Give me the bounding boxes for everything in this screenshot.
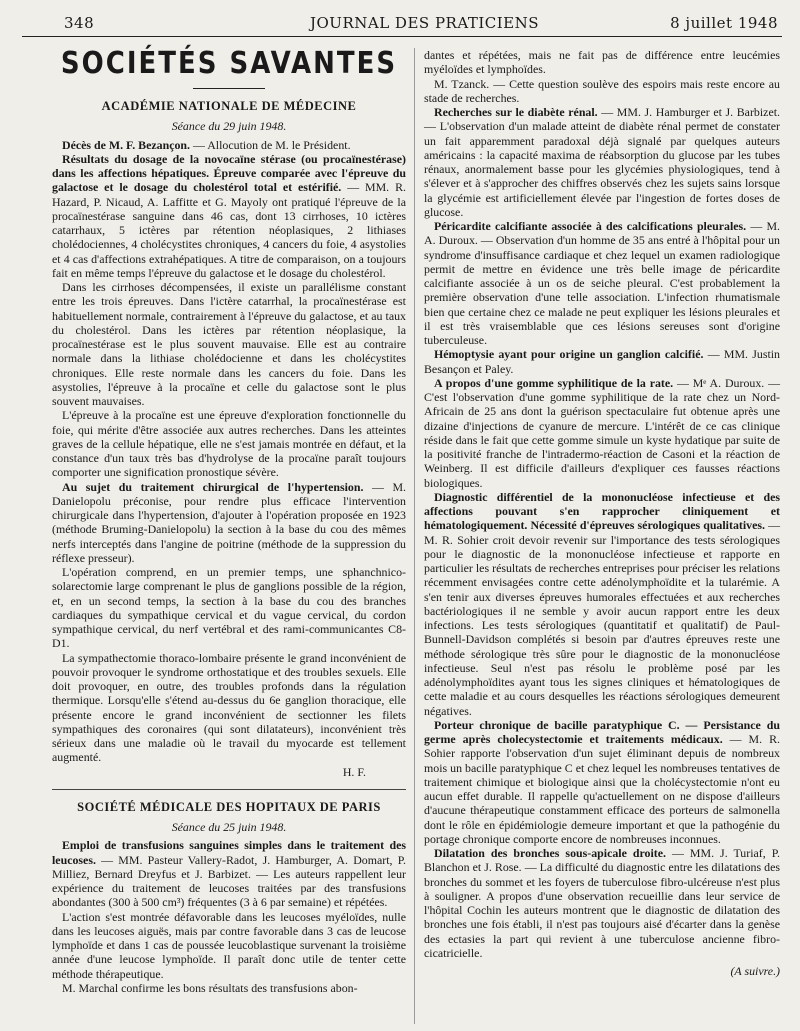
section-rule: [52, 789, 406, 790]
paragraph-dilatation: [424, 846, 780, 960]
paragraph-pericardite: [424, 219, 780, 347]
to-be-continued-text: (A suivre.): [730, 964, 780, 978]
article-title: A propos d'une gomme syphilitique de la rate.: [434, 375, 674, 390]
journal-title: JOURNAL DES PRATICIENS: [310, 14, 540, 32]
paragraph-transfusions: [52, 838, 406, 909]
article-text: — M. Danielopolu préconise, pour rendre plus efficace l'intervention chirurgicale dans l'hypertension, d'ajouter à l'opération proposée en 1923 (méthode Bruming-Danielopolu) la section à la base du cou des mêmes nerfs interceptés dans l'angine de poitrine (méthode de la suppression du réflexe presseur).: [52, 479, 406, 565]
paragraph-deces: [52, 138, 406, 152]
right-column: [424, 48, 780, 978]
paragraph-porteur: [424, 718, 780, 846]
article-text: — Allocution de M. le Président.: [190, 137, 351, 152]
paragraph-continued: dantes et répétées, mais ne fait pas de différence entre leucémies myéloïdes et lymphoïdes.: [424, 48, 780, 77]
paragraph-hypertension: [52, 480, 406, 566]
running-header: [22, 10, 782, 37]
article-title: Emploi de transfusions sanguines simples dans le traitement des leucoses.: [52, 838, 406, 867]
article-title: Recherches sur le diabète rénal.: [434, 105, 598, 119]
article-title: Péricardite calcifiante associée à des calcifications pleurales.: [434, 219, 747, 233]
signature: H. F.: [342, 764, 366, 779]
article-title: Résultats du dosage de la novocaïne stérase (ou procaïnestérase) dans les affections hépatiques. Épreuve comparée avec l'épreuve du galactose et le dosage du cholestérol total et estérifié.: [52, 151, 406, 195]
paragraph-hemoptysie: [424, 347, 780, 376]
paragraph-gomme: [424, 376, 780, 490]
page-number: 348: [64, 14, 95, 32]
issue-date: 8 juillet 1948: [670, 14, 778, 32]
paragraph: Dans les cirrhoses décompensées, il existe un parallélisme constant entre les trois épreuves. Dans l'ictère catarrhal, la procaïnestérase est habituellement normale, contrairement à l'épreuve du galactose, et au taux du cholestérol. Dans les ictères par rétention néoplasique, la procaïnestérase est le plus souvent mauvaise. Elle est au contraire normale dans la lithiase cholédocienne et dans les cholécystites chroniques. Elle reste normale dans les cancers du foie. Dans les asystolies, l'épreuve à la procaïne et celle du galactose sont le plus souvent mauvaises.: [52, 280, 406, 408]
paragraph: La sympathectomie thoraco-lombaire présente le grand inconvénient de pouvoir provoquer le syndrome orthostatique et des troubles sexuels. Elle doit provoquer, en outre, des troubles profonds dans la régulation thermique. Lorsqu'elle s'étend au-dessus du 6e ganglion thoracique, elle présente encore le grand inconvénient de sectionner les filets sympathiques des coronaires (qui sont dilatateurs), inconvénient très sérieux dans une maladie où le travail du myocarde est tellement augmenté.: [52, 650, 406, 765]
paragraph: L'épreuve à la procaïne est une épreuve d'exploration fonctionnelle du foie, qui mérite d'être associée aux autres recherches. Dans les atteintes graves de la cellule hépatique, elle ne s'est jamais montrée en défaut, et la constance d'un taux très bas d'hydrolyse de la procaïne paraît toujours comporter une signification pronostique sévère.: [52, 408, 406, 480]
to-be-continued: [424, 964, 780, 978]
article-text: — MM. J. Hamburger et J. Barbizet. — L'observation d'un malade atteint de diabète rénal permet de constater un fait apparemment paradoxal déjà signalé par quelques auteurs américains : la capacité maxima de réabsorption du glucose par les tubes rénaux, anormalement basse pour les glycémies physiologiques, tend à s'élever et à s'approcher des chiffres observés chez les sujets sains lorsque la glycémie est artificiellement élevée par l'ingestion de fortes doses de glucose.: [424, 105, 780, 219]
article-text: — MM. Justin Besançon et Paley.: [424, 347, 780, 376]
paragraph: M. Marchal confirme les bons résultats des transfusions abon-: [62, 980, 358, 995]
article-text: — M. R. Sohier rapporte l'observation d'un sujet éliminant depuis de nombreux mois un bacille paratyphique C et chez lequel les nombreuses tentatives de traitement chimique et biologique ainsi que la cholécystectomie n'ont eu aucun effet durable. Il rappelle qu'actuellement on ne dispose d'ailleurs d'aucune thérapeutique constamment efficace des porteurs de salmonella dont le rôle en épidémiologie demeure important et que la pathogénie du portage chronique comporte encore de nombreuses inconnues.: [424, 732, 780, 846]
article-title: Diagnostic différentiel de la mononucléose infectieuse et des affections pouvant s'en rapprocher cliniquement et hématologiquement. Nécessité d'épreuves sérologiques qualitatives.: [424, 489, 780, 533]
article-title: Au sujet du traitement chirurgical de l'hypertension.: [62, 479, 364, 494]
paragraph: L'opération comprend, en un premier temps, une sphanchnico-solarectomie large comprenant le plus de ganglions possible de la région, et, en un second temps, la section à la base du cou des branches cardiaques du sympathique cervical et du vague cervical, du cordon sympathique cervical, du nerf vertébral et des rami-communicantes C8-D1.: [52, 565, 406, 651]
article-title: Porteur chronique de bacille paratyphique C. — Persistance du germe après cholecystectomie et traitements médicaux.: [424, 717, 780, 746]
article-text: — M. R. Sohier croit devoir revenir sur l'importance des tests sérologiques pour le diagnostic de la mononucléose infectieuse et rapporte en particulier les résultats de recherches entreprises pour préciser les relations récemment envisagées contre cette adénolymphoïdite et la tularémie. A s'en tenir aux diverses épreuves humorales effectuées et aux recherches bactériologiques il ne semble y avoir aucun rapport entre les deux infections. Les tests sérologiques (quantitatif et qualitatif) de Paul-Bunnell-Davidson complétés si besoin par d'autres épreuves reste une méthode sérologique très sûre pour le diagnostic de la mononucléose infectieuse. Seul n'est pas résolu le problème posé par les adénolymphoïdites ayant tous les signes cliniques et hématologiques de cette maladie et au cours desquelles les réactions sérologiques demeurent négatives.: [424, 518, 780, 718]
article-title: Décès de M. F. Bezançon.: [62, 137, 191, 152]
article-text: — MM. J. Turiaf, P. Blanchon et J. Rose. — La difficulté du diagnostic entre les dilatations des bronches du sommet et les foyers de tuberculose fibro-ulcéreuse n'est plus à souligner. A propos d'une observation recueillie dans leur service de l'hôpital Cochin les auteurs montrent que le diagnostic de dilatation des bronches une fois établi, il n'est pas toujours aisé d'écarter dans la genèse des ectasies la part qui revient à une tuberculose ancienne fibro-cicatricielle.: [424, 846, 780, 960]
article-title: Hémoptysie ayant pour origine un ganglion calcifié.: [434, 347, 704, 362]
paragraph-diagnostic: [424, 490, 780, 718]
session-date: Séance du 25 juin 1948.: [171, 820, 287, 834]
article-title: Dilatation des bronches sous-apicale droite.: [434, 846, 667, 860]
section-title: SOCIÉTÉS SAVANTES: [60, 46, 398, 82]
paragraph-diabete: [424, 105, 780, 219]
paragraph: L'action s'est montrée défavorable dans les leucoses myéloïdes, nulle dans les leucoses aiguës, mais par contre favorable dans 3 cas de leucose lymphoïde et dans 1 cas de poussée leucoblastique survenant la troisième année d'une leucose lymphoïde. Il paraît donc utile de tenter cette méthode thérapeutique.: [52, 909, 406, 981]
left-column: [52, 48, 406, 995]
article-text: — MM. Pasteur Vallery-Radot, J. Hamburger, A. Domart, P. Milliez, Bernard Dreyfus et J. Barbizet. — Les auteurs rappellent leur expérience du traitement de leucoses traitées par des transfusions abondantes (300 à 500 cm³) fréquentes (3 à 6 par semaine) et répétées.: [52, 852, 406, 910]
article-text: — MM. R. Hazard, P. Nicaud, A. Laffitte et G. Mayoly ont pratiqué l'épreuve de la procaïnestérase sanguine dans 46 cas, dont 13 cirrhoses, 10 ictères catarrhaux, 5 ictères par rétention néoplasiques, 2 lithiases cholédociennes, 4 cholécystites chroniques, 4 cancers du foie, 4 asystolies et 4 cas d'affections extrahépatiques. A titre de comparaison, on a toujours fait en même temps l'épreuve du galactose et le dosage du cholestérol.: [52, 180, 406, 280]
title-rule: [193, 88, 265, 89]
session-date: Séance du 29 juin 1948.: [171, 119, 287, 134]
article-text: — Mᵉ A. Duroux. — C'est l'observation d'une gomme syphilitique de la rate chez un Nord-Africain de 25 ans dont la guérison spectaculaire fut obtenue après une dizaine d'injections de cyanure de mercure. L'intérêt de ce cas clinique réside dans le fait que cette gomme simule un kyste hydatique par suite de la positivité franche de l'intradermo-réaction de Casoni et la réaction de Weinberg. Il est difficile d'ailleurs d'expliquer ces fausses réactions biologiques.: [424, 375, 780, 490]
paragraph: M. Tzanck. — Cette question soulève des espoirs mais reste encore au stade de recherches.: [424, 76, 780, 105]
society-heading-hopitaux: SOCIÉTÉ MÉDICALE DES HOPITAUX DE PARIS: [77, 799, 381, 814]
society-heading-academie: ACADÉMIE NATIONALE DE MÉDECINE: [101, 99, 357, 113]
column-divider: [414, 48, 415, 1024]
article-text: — M. A. Duroux. — Observation d'un homme de 35 ans entré à l'hôpital pour un syndrome d'insuffisance cardiaque et chez lequel un examen radiologique permit de mettre en évidence une très belle image de péricardite calcifiante associée à un os de seiche pleural. C'est probablement la première observation d'une telle association. L'infection rhumatismale bien que certaine chez ce malade ne peut expliquer les lésions pleurales et il est très vraisemblable que ces lésions sereuses sont d'origine tuberculeuse.: [424, 219, 780, 347]
paragraph-dosage: [52, 152, 406, 280]
